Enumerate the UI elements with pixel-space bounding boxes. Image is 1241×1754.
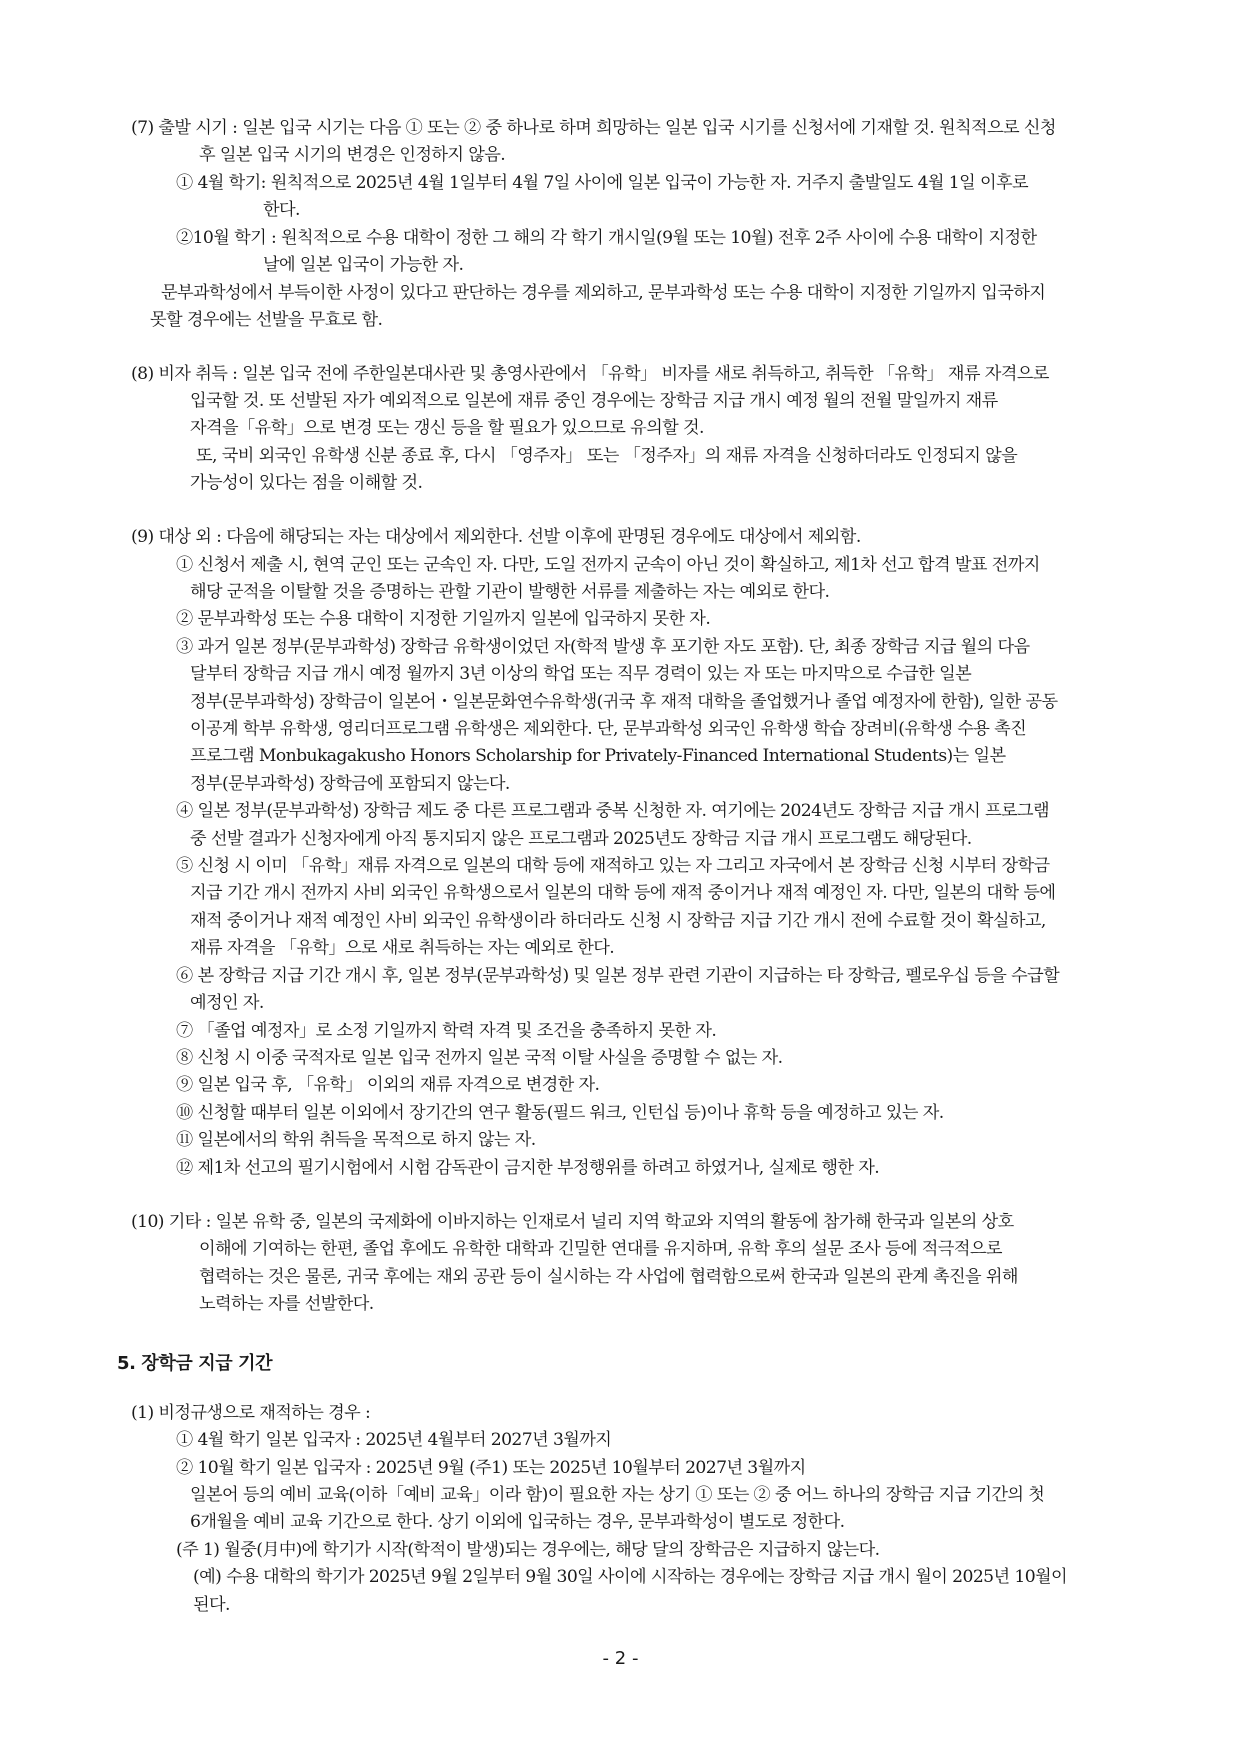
text-line: (8) 비자 취득 : 일본 입국 전에 주한일본대사관 및 총영사관에서 「유학」 비자를 새로 취득하고, 취득한 「유학」 재류 자격으로 xyxy=(131,364,1049,384)
text-line: 날에 일본 입국이 가능한 자. xyxy=(263,255,464,275)
text-line: 예정인 자. xyxy=(190,993,264,1013)
text-line: ⑩ 신청할 때부터 일본 이외에서 장기간의 연구 활동(필드 워크, 인턴십 등)이나 휴학 등을 예정하고 있는 자. xyxy=(176,1103,944,1123)
text-line: 이해에 기여하는 한편, 졸업 후에도 유학한 대학과 긴밀한 연대를 유지하며, 유학 후의 설문 조사 등에 적극적으로 xyxy=(199,1239,1002,1259)
text-line: 재류 자격을 「유학」으로 새로 취득하는 자는 예외로 한다. xyxy=(190,938,615,958)
text-line: 또, 국비 외국인 유학생 신분 종료 후, 다시 「영주자」 또는 「정주자」의 재류 자격을 신청하더라도 인정되지 않을 xyxy=(196,446,1018,466)
text-line: ②10월 학기 : 원칙적으로 수용 대학이 정한 그 해의 각 학기 개시일(9월 또는 10월) 전후 2주 사이에 수용 대학이 지정한 xyxy=(176,228,1037,248)
text-line: (1) 비정규생으로 재적하는 경우 : xyxy=(131,1403,371,1423)
text-line: 해당 군적을 이탈할 것을 증명하는 관할 기관이 발행한 서류를 제출하는 자는 예외로 한다. xyxy=(190,582,830,602)
text-line: 일본어 등의 예비 교육(이하「예비 교육」이라 함)이 필요한 자는 상기 ① 또는 ② 중 어느 하나의 장학금 지급 기간의 첫 xyxy=(190,1485,1045,1505)
text-line: 된다. xyxy=(193,1595,230,1615)
text-line: 협력하는 것은 물론, 귀국 후에는 재외 공관 등이 실시하는 각 사업에 협력함으로써 한국과 일본의 관계 촉진을 위해 xyxy=(199,1267,1018,1287)
text-line: ① 4월 학기 일본 입국자 : 2025년 4월부터 2027년 3월까지 xyxy=(176,1430,612,1450)
text-line: 문부과학성에서 부득이한 사정이 있다고 판단하는 경우를 제외하고, 문부과학성 또는 수용 대학이 지정한 기일까지 입국하지 xyxy=(161,283,1046,303)
text-line: 가능성이 있다는 점을 이해할 것. xyxy=(190,473,423,493)
text-line: ⑤ 신청 시 이미 「유학」재류 자격으로 일본의 대학 등에 재적하고 있는 자 그리고 자국에서 본 장학금 신청 시부터 장학금 xyxy=(176,856,1050,876)
text-line: 프로그램 Monbukagakusho Honors Scholarship for Privately-Financed International Students)는 일본 xyxy=(190,746,1006,766)
text-line: ④ 일본 정부(문부과학성) 장학금 제도 중 다른 프로그램과 중복 신청한 자. 여기에는 2024년도 장학금 지급 개시 프로그램 xyxy=(176,801,1049,821)
text-line: ⑨ 일본 입국 후, 「유학」 이외의 재류 자격으로 변경한 자. xyxy=(176,1075,600,1095)
text-line: 한다. xyxy=(263,200,300,220)
text-line: 입국할 것. 또 선발된 자가 예외적으로 일본에 재류 중인 경우에는 장학금 지급 개시 예정 월의 전월 말일까지 재류 xyxy=(190,391,998,411)
text-line: 재적 중이거나 재적 예정인 사비 외국인 유학생이라 하더라도 신청 시 장학금 지급 기간 개시 전에 수료할 것이 확실하고, xyxy=(190,911,1046,931)
text-line: ⑪ 일본에서의 학위 취득을 목적으로 하지 않는 자. xyxy=(176,1130,536,1150)
text-line: ② 문부과학성 또는 수용 대학이 지정한 기일까지 일본에 입국하지 못한 자. xyxy=(176,609,711,629)
text-line: (예) 수용 대학의 학기가 2025년 9월 2일부터 9월 30일 사이에 시작하는 경우에는 장학금 지급 개시 월이 2025년 10월이 xyxy=(193,1567,1068,1587)
text-line: 지급 기간 개시 전까지 사비 외국인 유학생으로서 일본의 대학 등에 재적 중이거나 재적 예정인 자. 다만, 일본의 대학 등에 xyxy=(190,883,1056,903)
text-line: (7) 출발 시기 : 일본 입국 시기는 다음 ① 또는 ② 중 하나로 하며 희망하는 일본 입국 시기를 신청서에 기재할 것. 원칙적으로 신청 xyxy=(131,118,1056,138)
text-line: 후 일본 입국 시기의 변경은 인정하지 않음. xyxy=(199,145,506,165)
text-line: ① 4월 학기: 원칙적으로 2025년 4월 1일부터 4월 7일 사이에 일본 입국이 가능한 자. 거주지 출발일도 4월 1일 이후로 xyxy=(176,173,1028,193)
text-line: (10) 기타 : 일본 유학 중, 일본의 국제화에 이바지하는 인재로서 널리 지역 학교와 지역의 활동에 참가해 한국과 일본의 상호 xyxy=(131,1212,1014,1232)
text-line: 이공계 학부 유학생, 영리더프로그램 유학생은 제외한다. 단, 문부과학성 외국인 유학생 학습 장려비(유학생 수용 촉진 xyxy=(190,719,1027,739)
text-line: ③ 과거 일본 정부(문부과학성) 장학금 유학생이었던 자(학적 발생 후 포기한 자도 포함). 단, 최종 장학금 지급 월의 다음 xyxy=(176,637,1030,657)
text-line: ⑥ 본 장학금 지급 기간 개시 후, 일본 정부(문부과학성) 및 일본 정부 관련 기관이 지급하는 타 장학금, 펠로우십 등을 수급할 xyxy=(176,966,1060,986)
text-line: 자격을「유학」으로 변경 또는 갱신 등을 할 필요가 있으므로 유의할 것. xyxy=(190,418,704,438)
text-line: 못할 경우에는 선발을 무효로 함. xyxy=(150,310,383,330)
section-heading: 5. 장학금 지급 기간 xyxy=(117,1353,273,1374)
text-line: (주 1) 월중(月中)에 학기가 시작(학적이 발생)되는 경우에는, 해당 달의 장학금은 지급하지 않는다. xyxy=(176,1540,880,1560)
text-line: ⑦ 「졸업 예정자」로 소정 기일까지 학력 자격 및 조건을 충족하지 못한 자. xyxy=(176,1021,717,1041)
text-line: (9) 대상 외 : 다음에 해당되는 자는 대상에서 제외한다. 선발 이후에 판명된 경우에도 대상에서 제외함. xyxy=(131,527,861,547)
page-number: - 2 - xyxy=(602,1648,639,1669)
text-line: 정부(문부과학성) 장학금에 포함되지 않는다. xyxy=(190,774,510,794)
text-line: 달부터 장학금 지급 개시 예정 월까지 3년 이상의 학업 또는 직무 경력이 있는 자 또는 마지막으로 수급한 일본 xyxy=(190,664,972,684)
text-line: ⑫ 제1차 선고의 필기시험에서 시험 감독관이 금지한 부정행위를 하려고 하였거나, 실제로 행한 자. xyxy=(176,1158,880,1178)
text-line: ⑧ 신청 시 이중 국적자로 일본 입국 전까지 일본 국적 이탈 사실을 증명할 수 없는 자. xyxy=(176,1048,783,1068)
text-line: 중 선발 결과가 신청자에게 아직 통지되지 않은 프로그램과 2025년도 장학금 지급 개시 프로그램도 해당된다. xyxy=(190,829,972,849)
text-line: 노력하는 자를 선발한다. xyxy=(199,1294,374,1314)
text-line: 정부(문부과학성) 장학금이 일본어・일본문화연수유학생(귀국 후 재적 대학을 졸업했거나 졸업 예정자에 한함), 일한 공동 xyxy=(190,692,1058,712)
text-line: 6개월을 예비 교육 기간으로 한다. 상기 이외에 입국하는 경우, 문부과학성이 별도로 정한다. xyxy=(190,1512,845,1532)
text-line: ① 신청서 제출 시, 현역 군인 또는 군속인 자. 다만, 도일 전까지 군속이 아닌 것이 확실하고, 제1차 선고 합격 발표 전까지 xyxy=(176,555,1040,575)
text-line: ② 10월 학기 일본 입국자 : 2025년 9월 (주1) 또는 2025년 10월부터 2027년 3월까지 xyxy=(176,1458,806,1478)
